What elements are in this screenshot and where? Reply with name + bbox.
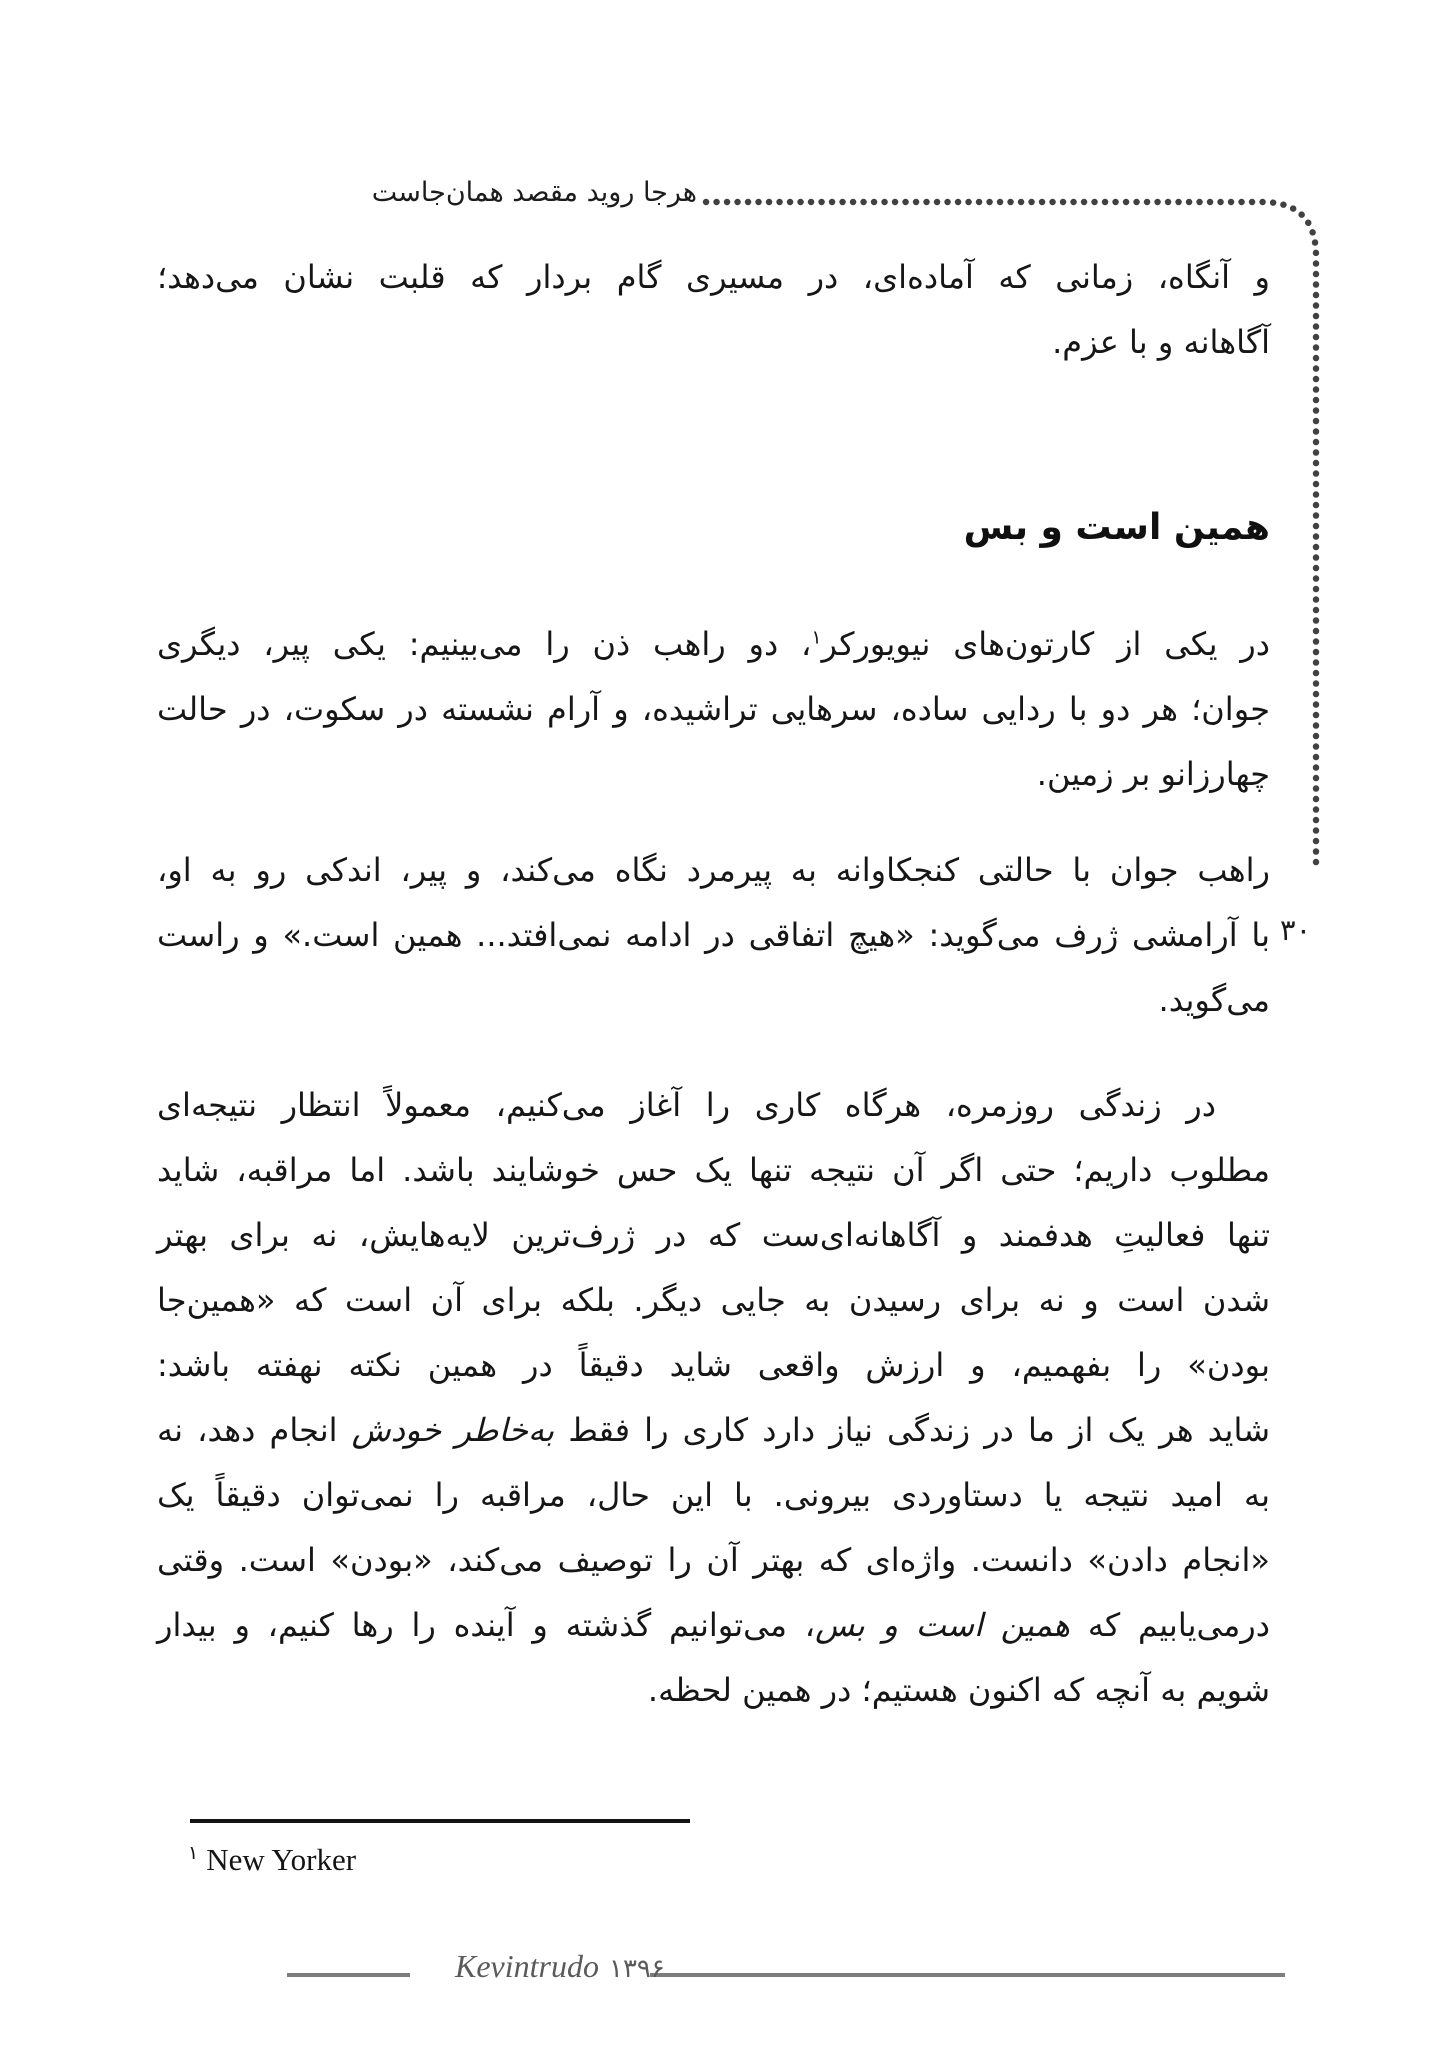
section-heading: همین است و بس	[963, 507, 1270, 548]
text-line	[157, 612, 1270, 677]
text-segment: ، می‌توانیم گذشته و آینده را رها کنیم، و بیدار	[157, 1606, 816, 1644]
imprint-year: ۱۳۹۶	[608, 1954, 665, 1984]
text-line: به امید نتیجه یا دستاوردی بیرونی. با این حال، مراقبه را نمی‌توان دقیقاً یک	[157, 1476, 1270, 1514]
paragraph-monks	[157, 838, 1270, 1033]
running-header-title: هرجا روید مقصد همان‌جاست	[371, 177, 697, 208]
footnote-marker: ۱	[188, 1841, 199, 1864]
text-line: «انجام دادن» دانست. واژه‌ای که بهتر آن را توصیف می‌کند، «بودن» است. وقتی	[157, 1541, 1270, 1579]
paragraph-meditation	[157, 1073, 1270, 1723]
text-line: آگاهانه و با عزم.	[1052, 323, 1270, 361]
footnote-divider	[190, 1819, 690, 1823]
text-line	[157, 1593, 1270, 1658]
text-line: با آرامشی ژرف می‌گوید: «هیچ اتفاقی در ادامه نمی‌افتد... همین است.» و راست	[157, 916, 1270, 954]
footnote	[188, 1836, 356, 1884]
text-line: می‌گوید.	[1158, 981, 1270, 1019]
text-segment: انجام دهد، نه	[157, 1411, 352, 1449]
text-line: بودن» را بفهمیم، و ارزش واقعی شاید دقیقاً در همین نکته نهفته باشد:	[157, 1346, 1270, 1384]
footnote-text: New Yorker	[206, 1842, 357, 1877]
text-line: چهارزانو بر زمین.	[1036, 755, 1270, 793]
footnote-reference: ۱	[811, 626, 822, 649]
text-line: مطلوب داریم؛ حتی اگر آن نتیجه تنها یک حس خوشایند باشد. اما مراقبه، شاید	[157, 1151, 1270, 1189]
text-line: در زندگی روزمره، هرگاه کاری را آغاز می‌کنیم، معمولاً انتظار نتیجه‌ای	[157, 1086, 1216, 1124]
footer-rule-right	[650, 1973, 1285, 1977]
paragraph-cartoon	[157, 612, 1270, 807]
text-segment: درمی‌یابیم که	[1070, 1606, 1271, 1644]
text-segment-italic: به‌خاطر خودش	[351, 1411, 555, 1449]
text-line: راهب جوان با حالتی کنجکاوانه به پیرمرد نگاه می‌کند، و پیر، اندکی رو به او،	[157, 851, 1270, 889]
paragraph-intro	[157, 245, 1270, 375]
text-segment: شاید هر یک از ما در زندگی نیاز دارد کاری را فقط	[554, 1411, 1271, 1449]
footer-rule-left	[287, 1973, 410, 1977]
text-line: شویم به آنچه که اکنون هستیم؛ در همین لحظه.	[647, 1671, 1270, 1709]
text-line: تنها فعالیتِ هدفمند و آگاهانه‌ای‌ست که در ژرف‌ترین لایه‌هایش، نه برای بهتر	[157, 1216, 1270, 1254]
page-number: ۳۰	[1280, 913, 1312, 947]
imprint-name: Kevintrudo	[455, 1948, 599, 1984]
text-line: جوان؛ هر دو با ردایی ساده، سرهایی تراشیده، و آرام نشسته در سکوت، در حالت	[157, 690, 1270, 728]
text-line: و آنگاه، زمانی که آماده‌ای، در مسیری گام بردار که قلبت نشان می‌دهد؛	[157, 258, 1270, 296]
text-line: شدن است و نه برای رسیدن به جایی دیگر. بلکه برای آن است که «همین‌جا	[157, 1281, 1270, 1319]
text-segment-italic: همین است و بس	[815, 1606, 1071, 1644]
text-segment: ، دو راهب ذن را می‌بینیم: یکی پیر، دیگری	[157, 625, 812, 663]
page-footer	[455, 1944, 665, 1994]
text-segment: در یکی از کارتون‌های نیویورکر	[821, 625, 1270, 663]
text-line	[157, 1398, 1270, 1463]
